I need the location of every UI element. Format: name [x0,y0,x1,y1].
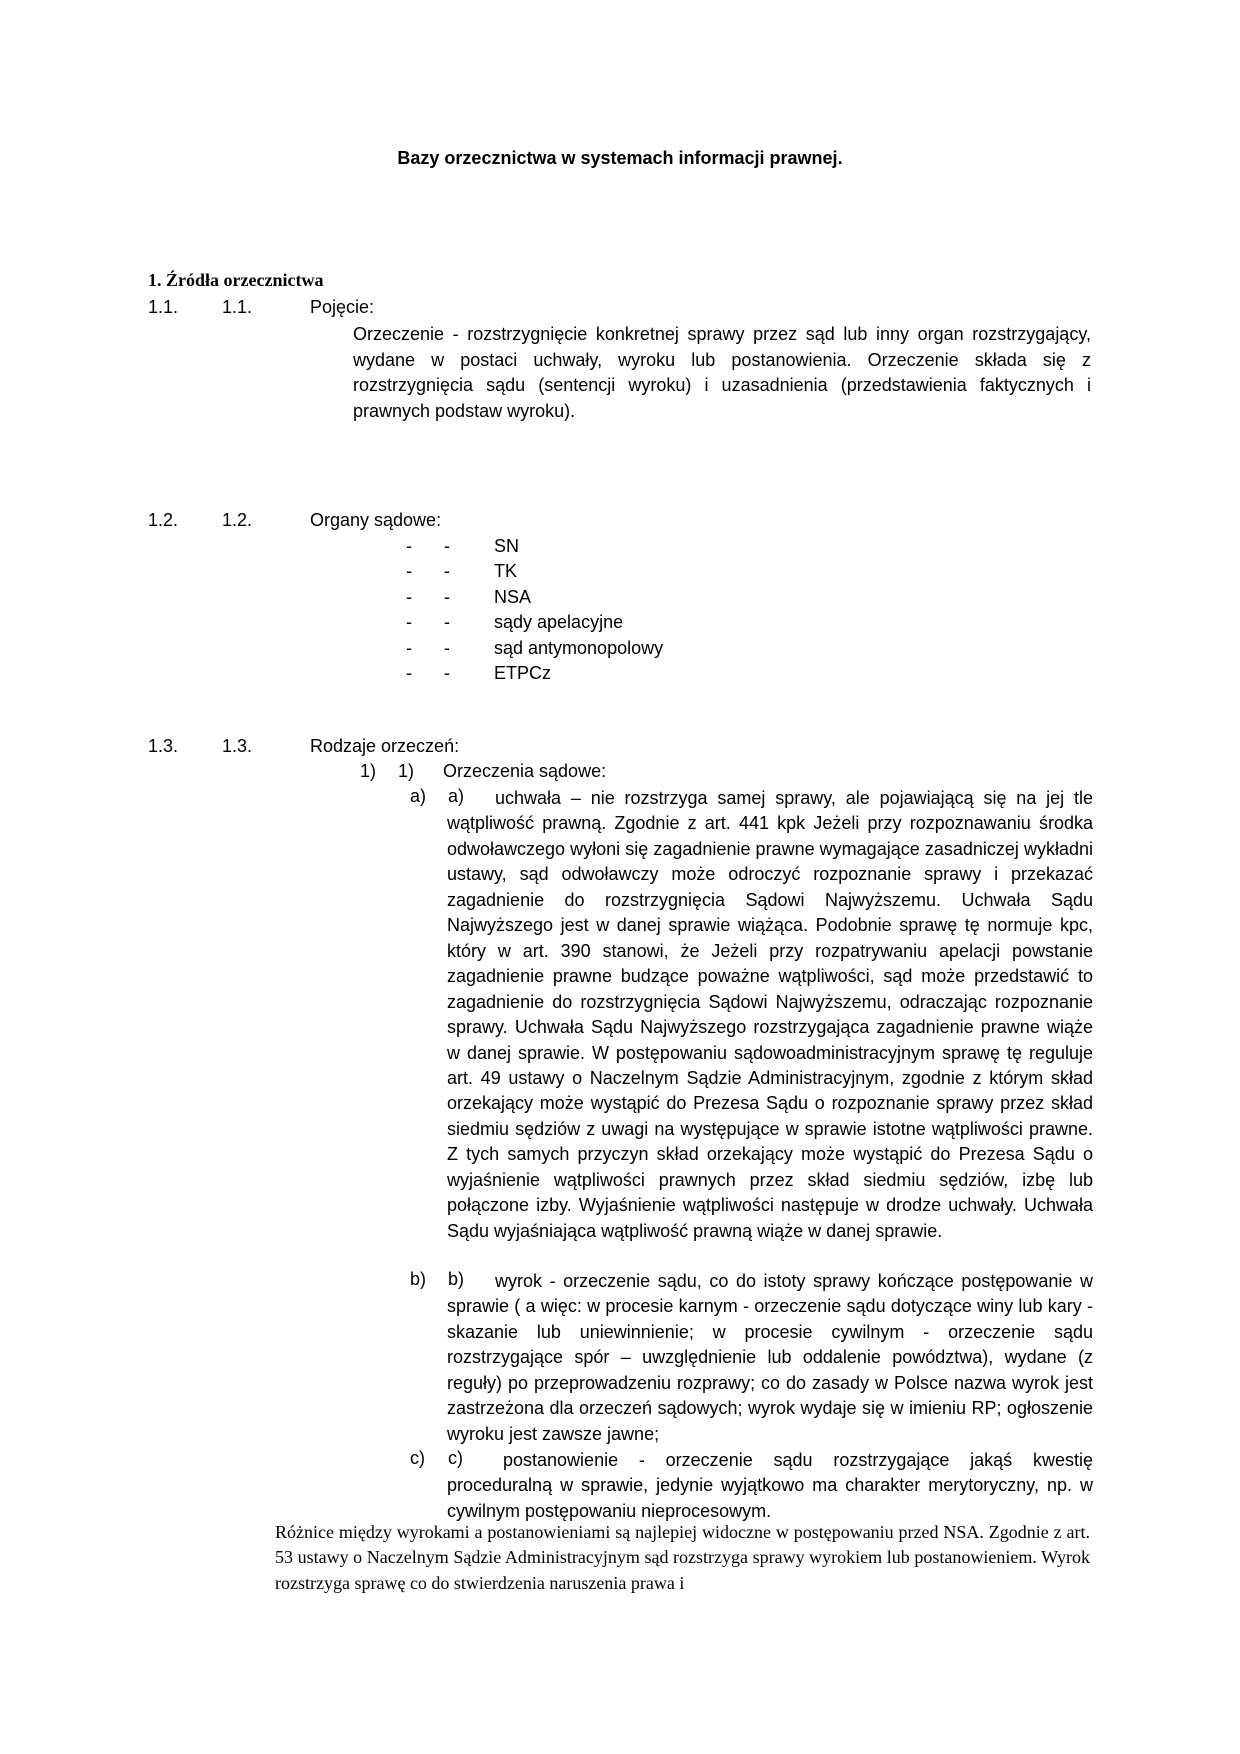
dash-marker: - [406,662,412,683]
section-label: Rodzaje orzeczeń: [310,736,460,756]
closing-paragraph: Różnice między wyrokami a postanowieniami są najlepiej widoczne w postępowaniu przed NSA. Zgodnie z art. 53 ustawy o Naczelnym Sądzie Administracyjnym sąd rozstrzyga sprawy wyrokiem lub postanowieniem. Wyrok rozstrzyga sprawę co do stwierdzenia naruszenia prawa i [275,1522,1090,1593]
item-marker: a) [410,786,427,806]
item-marker-repeat: b) [448,1269,465,1289]
dash-marker: - [444,586,450,607]
list-item-text: ETPCz [494,662,552,683]
dash-marker: - [406,637,412,658]
item-marker: c) [410,1448,425,1468]
dash-marker: - [406,586,412,607]
section-label: Organy sądowe: [310,510,442,530]
list-item-text: TK [494,561,518,582]
dash-marker: - [406,536,412,556]
item-b-wyrok-text: wyrok - orzeczenie sądu, co do istoty sprawy kończące postępowanie w sprawie ( a więc: w procesie karnym - orzeczenie sądu dotyczące winy lub kary - skazanie lub uniewinnienie; w procesie cywilnym - orzeczenie sądu rozstrzygające spór – uwzględnienie lub oddalenie powództwa), wydane (z reguły) po przeprowadzeniu rozprawy; co do zasady w Polsce nazwa wyrok jest zastrzeżona dla orzeczeń sądowych; wyrok wydaje się w imieniu RP; ogłoszenie wyroku jest zawsze jawne; [447,1271,1093,1444]
item-marker-repeat: c) [448,1448,463,1468]
section-heading-sources: 1. Źródła orzecznictwa [148,270,324,290]
document-title: Bazy orzecznictwa w systemach informacji prawnej. [397,148,843,168]
list-item-text: sąd antymonopolowy [494,637,664,658]
dash-marker: - [444,637,450,658]
list-item-text: sądy apelacyjne [494,612,624,633]
item-a-uchwala-text: uchwała – nie rozstrzyga samej sprawy, ale pojawiającą się na jej tle wątpliwość prawną. Zgodnie z art. 441 kpk Jeżeli przy rozpoznawaniu środka odwoławczego wyłoni się zagadnienie prawne wymagające zasadniczej wykładni ustawy, sąd odwoławczy może odroczyć rozpoznanie sprawy i przekazać zagadnienie do rozstrzygnięcia Sądowi Najwyższemu. Uchwała Sądu Najwyższego jest w danej sprawie wiążąca. Podobnie sprawę tę normuje kpc, który w art. 390 stanowi, że Jeżeli przy rozpatrywaniu apelacji powstanie zagadnienie prawne budzące poważne wątpliwości, sąd może przedstawić to zagadnienie do rozstrzygnięcia Sądowi Najwyższemu, odraczając rozpoznanie sprawy. Uchwała Sądu Najwyższego rozstrzygająca zagadnienie prawne wiąże w danej sprawie. W postępowaniu sądowoadministracyjnym sprawę tę reguluje art. 49 ustawy o Naczelnym Sądzie Administracyjnym, zgodnie z którym skład orzekający może wystąpić do Prezesa Sądu o rozpoznanie sprawy przez skład siedmiu sędziów z uwagi na występujące w sprawie istotne wątpliwości prawne. Z tych samych przyczyn skład orzekający może wystąpić do Prezesa Sądu o wyjaśnienie wątpliwości prawnych przez skład siedmiu sędziów, izbę lub połączone izby. Wyjaśnienie wątpliwości następuje w drodze uchwały. Uchwała Sądu wyjaśniająca wątpliwość prawną wiąże w danej sprawie. [447,788,1093,1241]
dash-marker: - [444,662,450,683]
subsection-marker-repeat: 1) [398,761,415,781]
dash-marker: - [406,612,412,633]
dash-marker: - [406,561,412,582]
dash-marker: - [444,561,450,582]
subsection-marker: 1) [360,761,377,781]
section-number-repeat: 1.3. [222,736,253,756]
subsection-label: Orzeczenia sądowe: [443,761,607,781]
definition-paragraph: Orzeczenie - rozstrzygnięcie konkretnej sprawy przez sąd lub inny organ rozstrzygający, wydane w postaci uchwały, wyroku lub postanowienia. Orzeczenie składa się z rozstrzygnięcia sądu (sentencji wyroku) i uzasadnienia (przedstawienia faktycznych i prawnych podstaw wyroku). [353,324,1091,421]
item-marker-repeat: a) [448,786,465,806]
section-label: Pojęcie: [310,297,375,317]
item-c-postanowienie-text: postanowienie - orzeczenie sądu rozstrzygające jakąś kwestię proceduralną w sprawie, jedynie wyjątkowo ma charakter merytoryczny, np. w cywilnym postępowaniu nieprocesowym. [447,1450,1093,1521]
section-number: 1.2. [148,510,179,530]
item-marker: b) [410,1269,427,1289]
list-item-text: SN [494,536,520,556]
section-number-repeat: 1.1. [222,297,253,317]
section-number: 1.1. [148,297,179,317]
list-item-text: NSA [494,586,532,607]
section-number-repeat: 1.2. [222,510,253,530]
dash-marker: - [444,612,450,633]
dash-marker: - [444,536,450,556]
section-number: 1.3. [148,736,179,756]
